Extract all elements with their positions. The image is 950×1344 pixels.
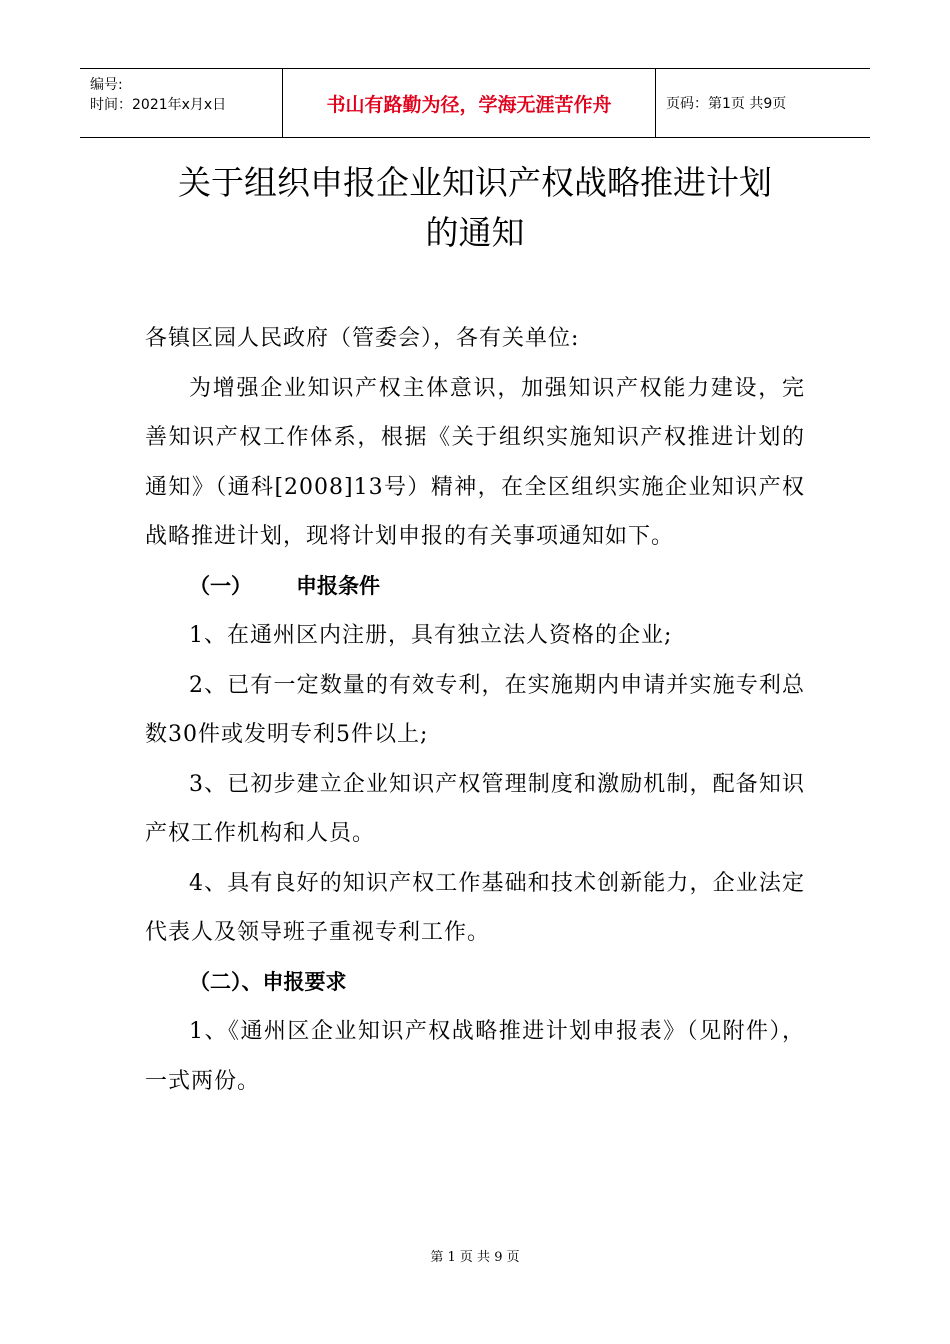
document-title (80, 158, 870, 258)
section-1-heading (145, 562, 805, 612)
section-1-number: （一） (189, 573, 252, 598)
requirement-1: 1、《通州区企业知识产权战略推进计划申报表》（见附件），一式两份。 (145, 1019, 805, 1094)
section-2-heading: （二）、申报要求 (189, 969, 347, 994)
salutation: 各镇区园人民政府（管委会），各有关单位: (145, 326, 580, 351)
section-1-title: 申报条件 (296, 573, 380, 598)
document-body (145, 314, 805, 1106)
header-motto: 书山有路勤为径，学海无涯苦作舟 (282, 69, 656, 137)
intro-paragraph: 为增强企业知识产权主体意识，加强知识产权能力建设，完善知识产权工作体系，根据《关于组织实施知识产权推进计划的通知》（通科[2008]13号）精神，在全区组织实施企业知识产权战略推进计划，现将计划申报的有关事项通知如下。 (145, 375, 805, 549)
title-line-2: 的通知 (425, 213, 525, 252)
condition-2: 2、已有一定数量的有效专利，在实施期内申请并实施专利总数30件或发明专利5件以上; (145, 672, 805, 747)
date-label: 时间：2021年x月x日 (90, 97, 227, 113)
condition-3: 3、已初步建立企业知识产权管理制度和激励机制，配备知识产权工作机构和人员。 (145, 771, 805, 846)
page-header (80, 68, 870, 138)
condition-4: 4、具有良好的知识产权工作基础和技术创新能力，企业法定代表人及领导班子重视专利工作。 (145, 870, 805, 945)
header-meta (80, 69, 282, 137)
title-line-1: 关于组织申报企业知识产权战略推进计划 (178, 163, 772, 202)
condition-1: 1、在通州区内注册，具有独立法人资格的企业; (189, 623, 673, 648)
header-page-info: 页码：第1页 共9页 (666, 96, 787, 112)
page-footer: 第 1 页 共 9 页 (430, 1250, 520, 1265)
number-label: 编号: (90, 77, 123, 93)
